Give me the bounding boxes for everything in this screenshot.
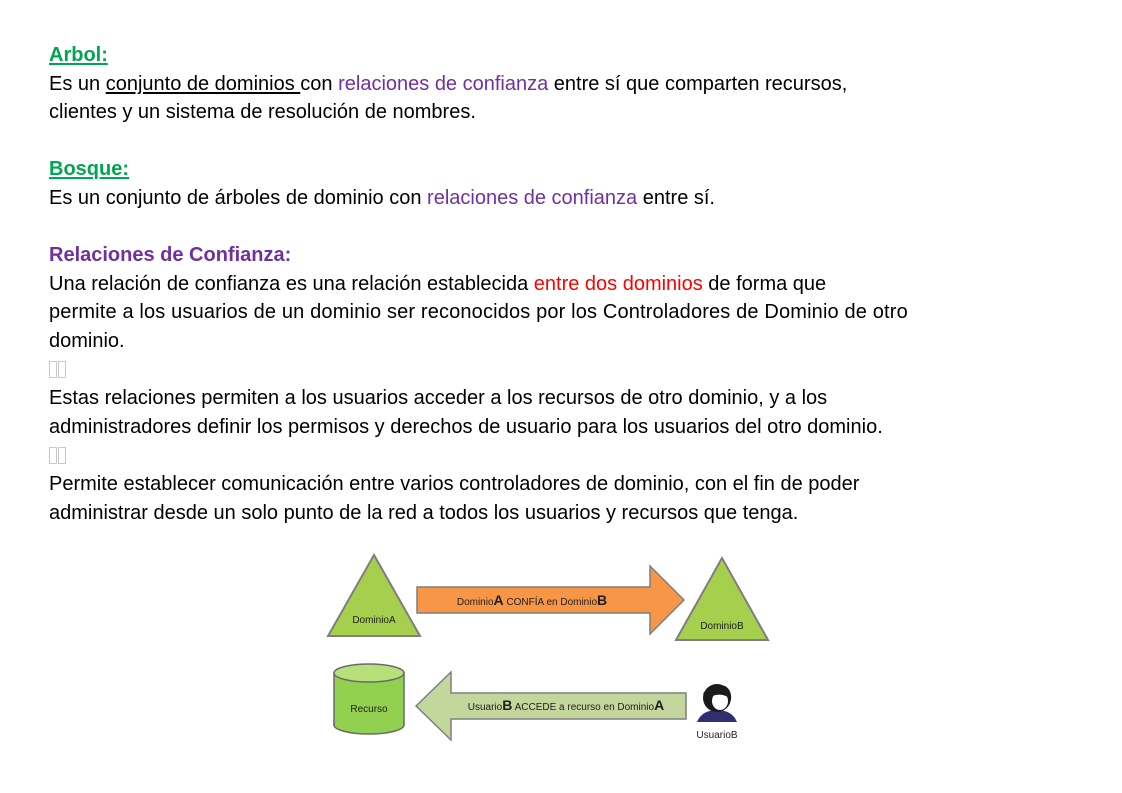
relaciones-line-1: Una relación de confianza es una relación establecida entre dos dominios de forma que bbox=[49, 272, 827, 295]
relaciones-p3-line-1: Permite establecer comunicación entre varios controladores de dominio, con el fin de poder bbox=[49, 472, 860, 495]
user-icon bbox=[697, 684, 737, 722]
relaciones-line-2: permite a los usuarios de un dominio ser reconocidos por los Controladores de Dominio de otro bbox=[49, 301, 908, 324]
arbol-line-1: Es un conjunto de dominios con relaciones de confianza entre sí que comparten recursos, bbox=[49, 72, 848, 95]
relaciones-p2-line-1: Estas relaciones permiten a los usuarios acceder a los recursos de otro dominio, y a los bbox=[49, 387, 828, 410]
relaciones-p2-line-2: administradores definir los permisos y derechos de usuario para los usuarios del otro dominio. bbox=[49, 415, 883, 438]
arbol-line-2: clientes y un sistema de resolución de nombres. bbox=[49, 101, 476, 124]
domain-b-label: DominioB bbox=[700, 621, 744, 632]
domain-a-label: DominioA bbox=[352, 615, 396, 626]
relaciones-line-3: dominio. bbox=[49, 329, 125, 352]
missing-glyph-boxes bbox=[49, 356, 1089, 385]
document-body bbox=[49, 41, 1089, 527]
resource-label: Recurso bbox=[350, 704, 388, 715]
arbol-heading: Arbol: bbox=[49, 44, 108, 66]
spacer bbox=[49, 127, 1089, 156]
bosque-line-1: Es un conjunto de árboles de dominio con relaciones de confianza entre sí. bbox=[49, 186, 715, 209]
relaciones-p3-line-2: administrar desde un solo punto de la red a todos los usuarios y recursos que tenga. bbox=[49, 501, 799, 524]
missing-glyph-boxes bbox=[49, 441, 1089, 470]
trust-arrow-label: DominioA CONFÍA en DominioB bbox=[456, 592, 608, 608]
access-arrow-label: UsuarioB ACCEDE a recurso en DominioA bbox=[467, 697, 665, 713]
spacer bbox=[49, 213, 1089, 242]
relaciones-heading: Relaciones de Confianza: bbox=[49, 244, 292, 267]
user-label: UsuarioB bbox=[696, 730, 738, 741]
resource-cylinder bbox=[334, 664, 404, 734]
bosque-heading: Bosque: bbox=[49, 158, 129, 181]
trust-diagram bbox=[320, 550, 780, 750]
